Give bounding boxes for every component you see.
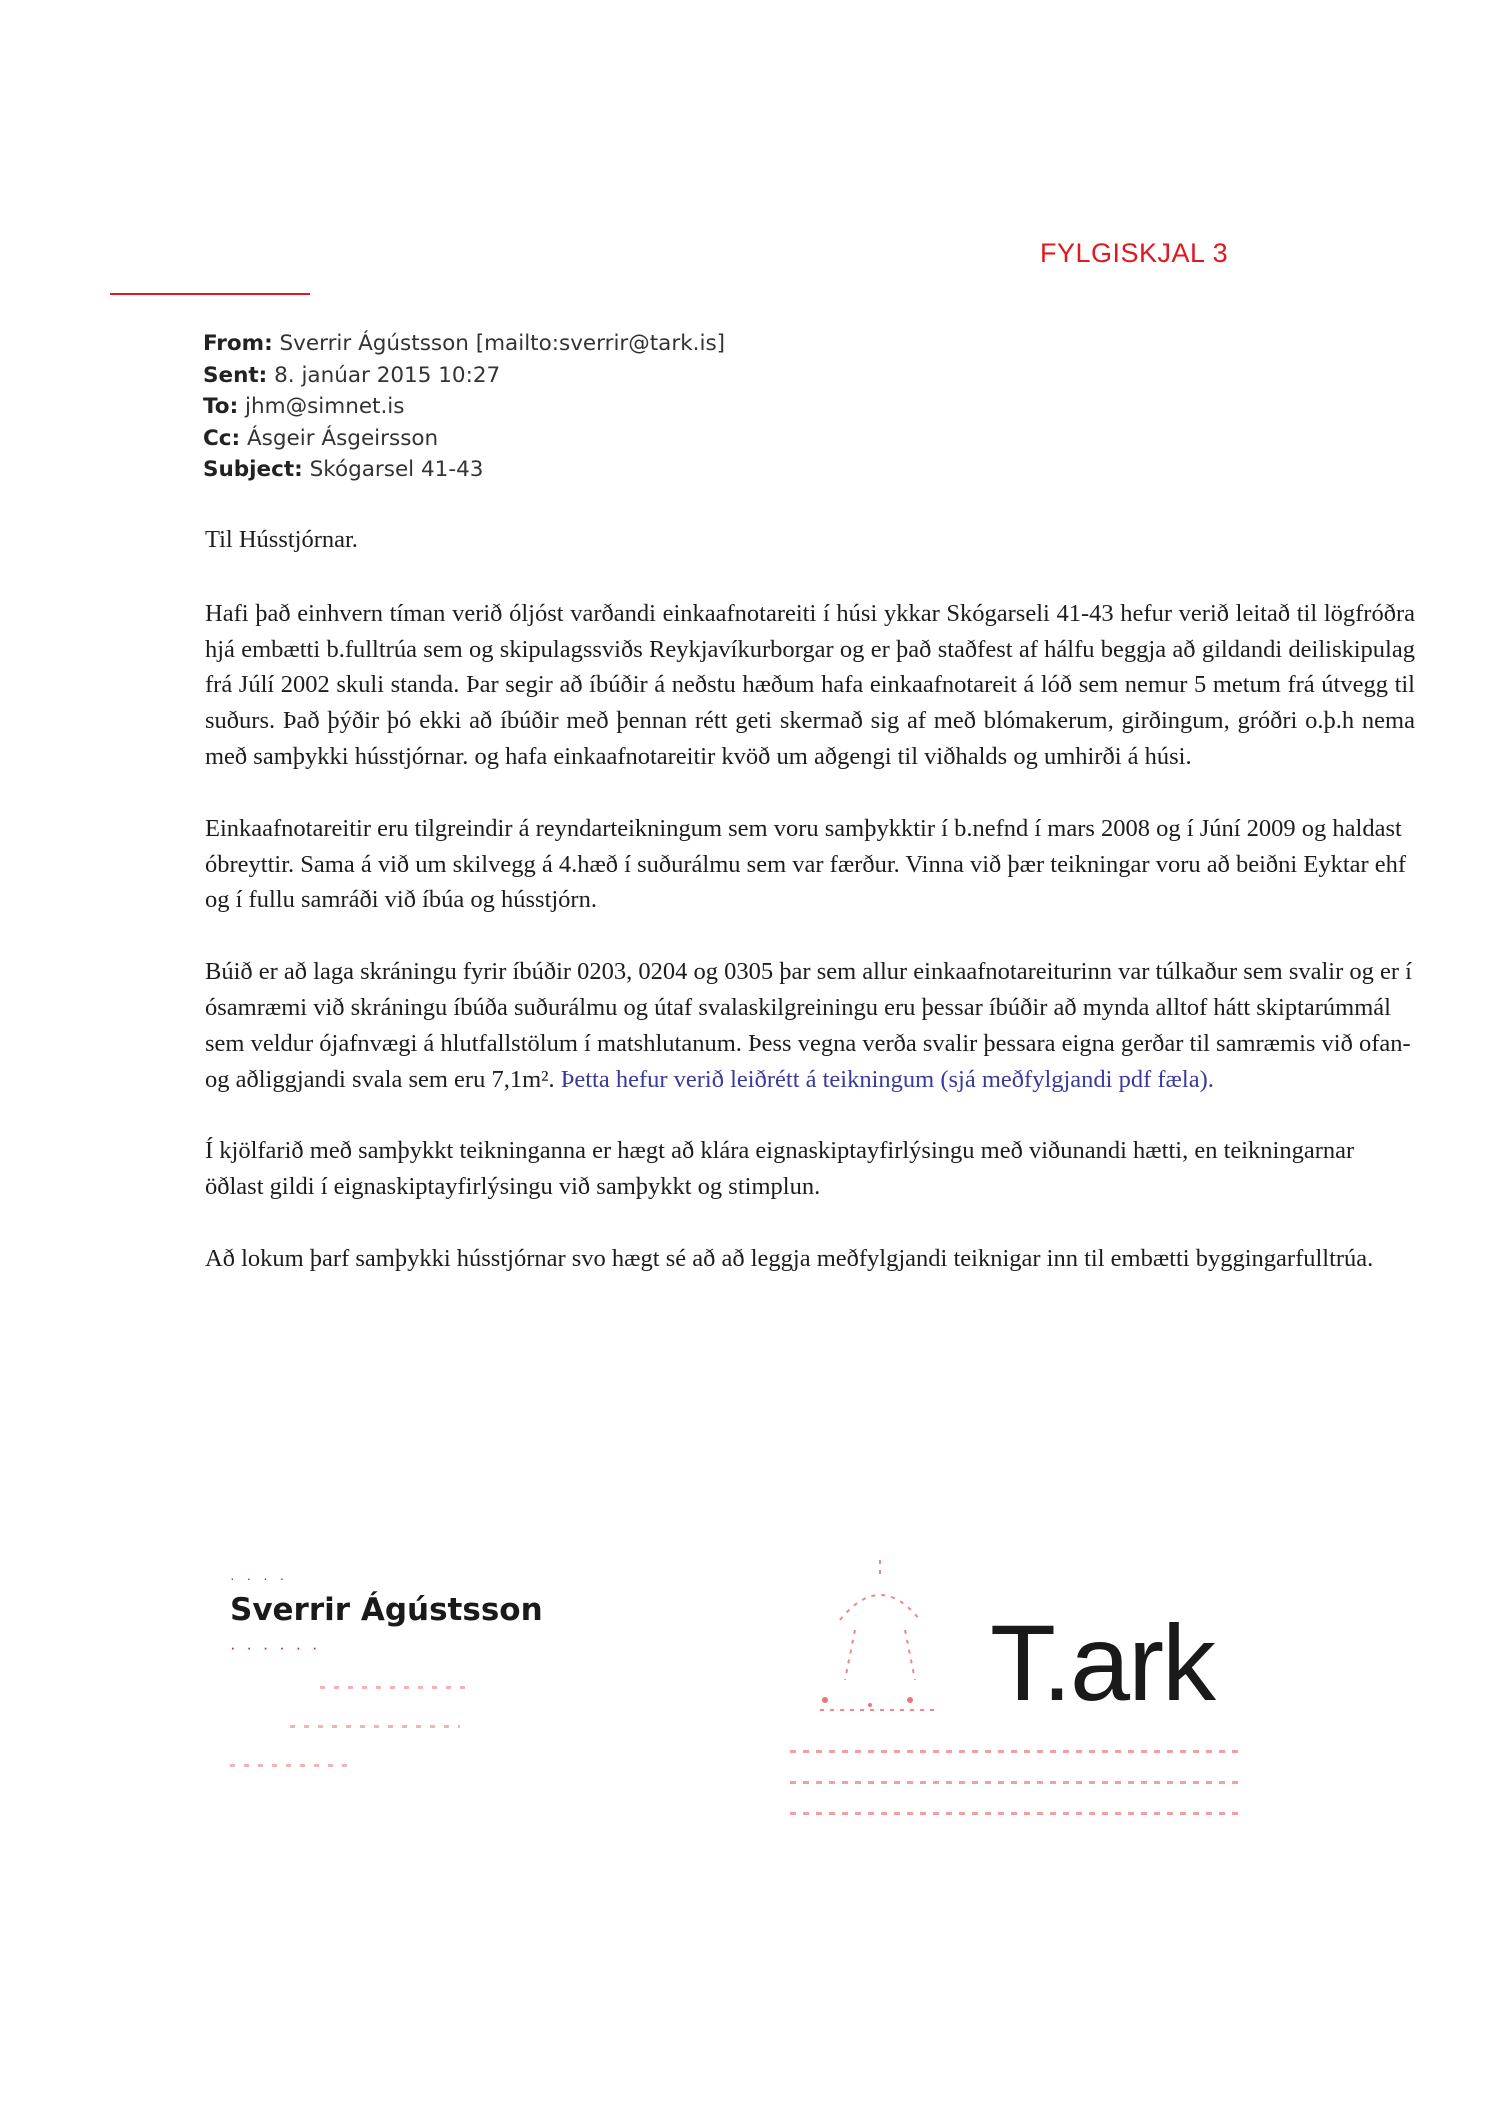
email-headers — [203, 328, 725, 486]
header-sent — [203, 360, 725, 392]
header-key: To: — [203, 394, 239, 419]
body-paragraph: Í kjölfarið með samþykkt teikninganna er hægt að klára eignaskiptayfirlýsingu með viðunandi hætti, en teikningarnar öðlast gildi í eignaskiptayfirlýsingu við samþykkt og stimplun. — [205, 1137, 1355, 1201]
header-key: Cc: — [203, 425, 241, 451]
header-from — [203, 328, 725, 360]
logo-tagline-faint — [790, 1750, 1250, 1843]
signature-decoration: · · · · — [230, 1570, 289, 1586]
signature-name: Sverrir Ágústsson — [230, 1592, 543, 1628]
body-paragraph: Hafi það einhvern tíman verið óljóst varðandi einkaafnotareiti í húsi ykkar Skógarseli 41-43 hefur verið leitað til lögfróðra hjá embætti b.fulltrúa sem og skipulagssviðs Reykjavíkurborgar og er það staðfest af hálfu beggja að gildandi deiliskipulag frá Júlí 2002 skuli standa. Þar segir að íbúðir á neðstu hæðum hafa einkaafnotareit á lóð sem nemur 5 metum frá útvegg til suðurs. Það þýðir þó ekki að íbúðir með þennan rétt geti skermað sig af með blómakerum, girðingum, gróðri o.þ.h nema með samþykki hússtjórnar. og hafa einkaafnotareitir kvöð um aðgengi til viðhalds og umhirði á húsi. — [205, 599, 1415, 770]
header-subject — [203, 454, 725, 486]
header-key: Subject: — [203, 457, 303, 482]
logo-wordmark: T.ark — [990, 1602, 1215, 1723]
faint-text-line — [320, 1686, 470, 1689]
letter-body — [205, 522, 1415, 1313]
header-key: From: — [203, 331, 273, 356]
body-paragraph — [205, 954, 1415, 1097]
faint-text-line — [230, 1764, 350, 1767]
header-value: 8. janúar 2015 10:27 — [274, 362, 501, 388]
body-paragraph-note: Þetta hefur verið leiðrétt á teikningum (sjá meðfylgjandi pdf fæla). — [560, 1065, 1214, 1093]
header-value: Skógarsel 41-43 — [309, 457, 484, 482]
faint-text-line — [790, 1812, 1240, 1815]
faint-text-line — [790, 1781, 1240, 1784]
salutation: Til Hússtjórnar. — [205, 526, 358, 553]
header-value: Ásgeir Ásgeirsson — [246, 425, 439, 451]
signature-contact-faint — [230, 1686, 543, 1767]
header-cc — [203, 423, 725, 455]
appendix-label: FYLGISKJAL 3 — [1040, 238, 1229, 268]
company-logo — [790, 1540, 1260, 1860]
body-paragraph-text: Búið er að laga skráningu fyrir íbúðir 0203, 0204 og 0305 þar sem allur einkaafnotareiturinn var túlkaður sem svalir og er í ósamræmi við skráningu íbúða suðurálmu og útaf svalaskilgreiningu eru þessar íbúðir að mynda alltof hátt skiptarúmmál sem veldur ójafnvægi á hlutfallstölum í matshlutanum. Þess vegna verða svalir þessara eigna gerðar til samræmis við ofan- og aðliggjandi svala sem eru 7,1m². — [205, 958, 1412, 1093]
faint-text-line — [290, 1725, 460, 1728]
logo-emblem-icon — [800, 1550, 960, 1750]
header-divider — [110, 293, 310, 295]
header-to — [203, 391, 725, 423]
signature-title-faint: · · · · · · — [230, 1638, 321, 1657]
signature-block — [230, 1570, 543, 1803]
body-paragraph: Einkaafnotareitir eru tilgreindir á reyndarteikningum sem voru samþykktir í b.nefnd í mars 2008 og í Júní 2009 og haldast óbreyttir. Sama á við um skilvegg á 4.hæð í suðurálmu sem var færður. Vinna við þær teikningar voru að beiðni Eyktar ehf og í fullu samráði við íbúa og hússtjórn. — [205, 814, 1407, 914]
faint-text-line — [790, 1750, 1240, 1753]
header-key: Sent: — [203, 362, 268, 388]
header-value: Sverrir Ágústsson [mailto:sverrir@tark.is] — [279, 331, 726, 356]
body-paragraph: Að lokum þarf samþykki hússtjórnar svo hægt sé að að leggja meðfylgjandi teiknigar inn til embætti byggingarfulltrúa. — [205, 1244, 1374, 1272]
header-value: jhm@simnet.is — [245, 394, 405, 419]
